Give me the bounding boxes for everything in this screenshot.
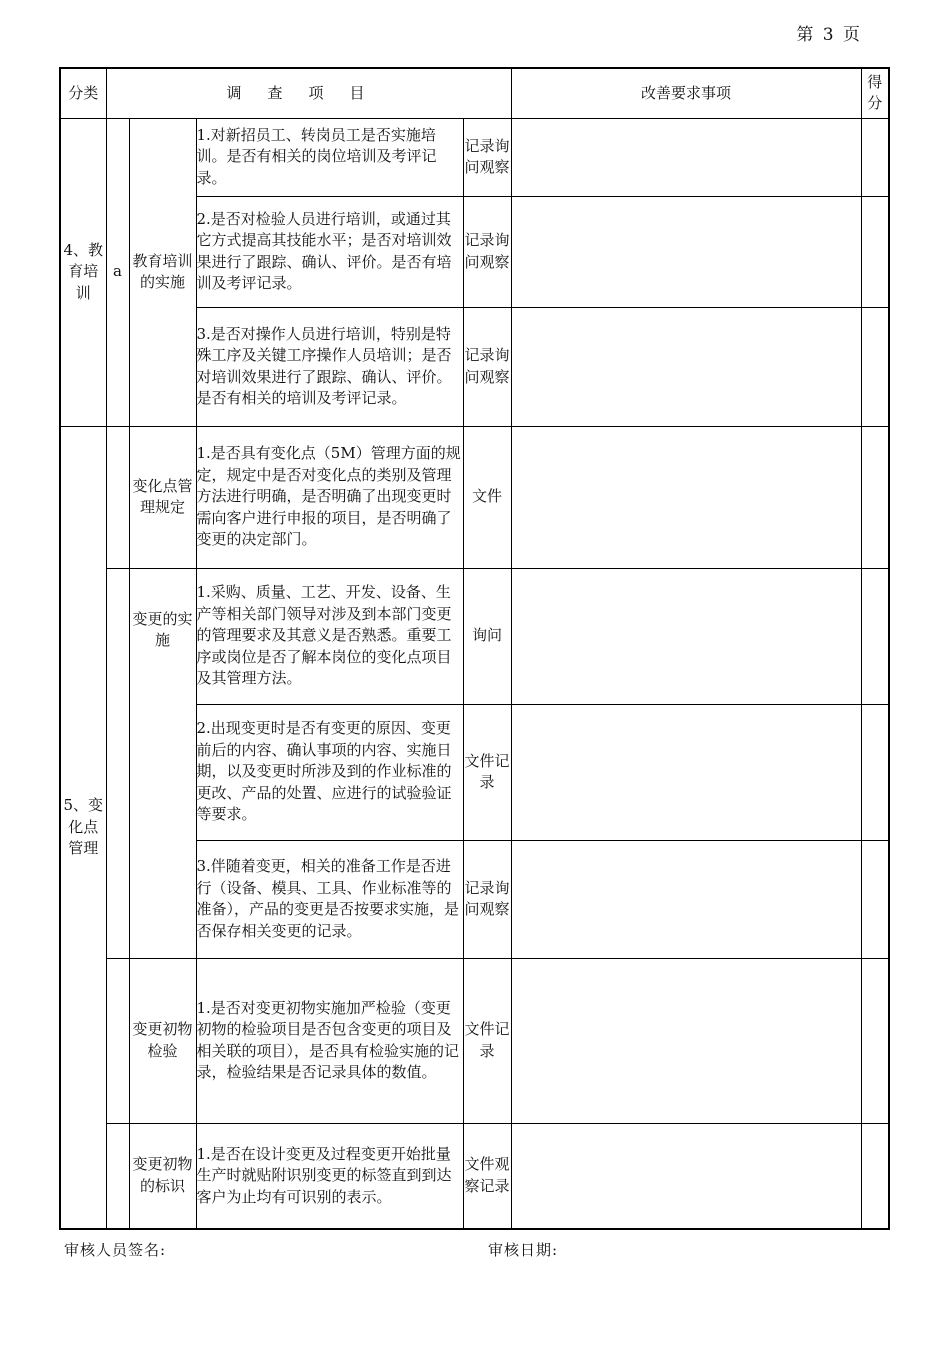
topic-cell: 变更初物检验 [129, 958, 196, 1123]
score-cell[interactable] [861, 196, 889, 307]
score-cell[interactable] [861, 840, 889, 958]
improvement-cell[interactable] [511, 196, 861, 307]
improvement-cell[interactable] [511, 118, 861, 196]
review-date-label: 审核日期: [488, 1241, 559, 1259]
score-cell[interactable] [861, 704, 889, 840]
improvement-cell[interactable] [511, 426, 861, 568]
improvement-cell[interactable] [511, 704, 861, 840]
score-cell[interactable] [861, 958, 889, 1123]
score-cell[interactable] [861, 1123, 889, 1229]
check-method: 文件记录 [463, 958, 511, 1123]
sub-index-cell [106, 426, 129, 568]
check-method: 记录询问观察 [463, 840, 511, 958]
category-cell: 4、教育培训 [60, 118, 106, 426]
item-description: 2.是否对检验人员进行培训，或通过其它方式提高其技能水平；是否对培训效果进行了跟踪、确认、评价。是否有培训及考评记录。 [196, 196, 463, 307]
item-description: 1.是否在设计变更及过程变更开始批量生产时就贴附识别变更的标签直到到达客户为止均有可识别的表示。 [196, 1123, 463, 1229]
check-method: 记录询问观察 [463, 196, 511, 307]
check-method: 文件观察记录 [463, 1123, 511, 1229]
header-survey-item: 调查项目 [106, 68, 511, 118]
audit-checklist-table [59, 67, 890, 1230]
item-description: 2.出现变更时是否有变更的原因、变更前后的内容、确认事项的内容、实施日期，以及变更时所涉及到的作业标准的更改、产品的处置、应进行的试验验证等要求。 [196, 704, 463, 840]
item-description: 1.采购、质量、工艺、开发、设备、生产等相关部门领导对涉及到本部门变更的管理要求及其意义是否熟悉。重要工序或岗位是否了解本岗位的变化点项目及其管理方法。 [196, 568, 463, 704]
header-row [60, 68, 889, 118]
table-row [60, 568, 889, 704]
topic-cell: 变化点管理规定 [129, 426, 196, 568]
score-cell[interactable] [861, 426, 889, 568]
category-cell: 5、变化点管理 [60, 426, 106, 1229]
improvement-cell[interactable] [511, 568, 861, 704]
item-description: 1.是否对变更初物实施加严检验（变更初物的检验项目是否包含变更的项目及相关联的项目），是否具有检验实施的记录，检验结果是否记录具体的数值。 [196, 958, 463, 1123]
topic-cell: 变更初物的标识 [129, 1123, 196, 1229]
improvement-cell[interactable] [511, 958, 861, 1123]
table-row [60, 426, 889, 568]
topic-cell: 变更的实施 [129, 568, 196, 958]
item-description: 3.是否对操作人员进行培训，特别是特殊工序及关键工序操作人员培训；是否对培训效果进行了跟踪、确认、评价。是否有相关的培训及考评记录。 [196, 307, 463, 426]
check-method: 记录询问观察 [463, 307, 511, 426]
improvement-cell[interactable] [511, 1123, 861, 1229]
sub-index-cell [106, 1123, 129, 1229]
score-cell[interactable] [861, 307, 889, 426]
table-row [60, 1123, 889, 1229]
header-score: 得分 [861, 68, 889, 118]
reviewer-signature-label: 审核人员签名: [64, 1241, 167, 1259]
score-cell[interactable] [861, 568, 889, 704]
check-method: 文件 [463, 426, 511, 568]
improvement-cell[interactable] [511, 307, 861, 426]
table-row [60, 958, 889, 1123]
item-description: 1.对新招员工、转岗员工是否实施培训。是否有相关的岗位培训及考评记录。 [196, 118, 463, 196]
header-category: 分类 [60, 68, 106, 118]
improvement-cell[interactable] [511, 840, 861, 958]
score-cell[interactable] [861, 118, 889, 196]
topic-cell: 教育培训的实施 [129, 118, 196, 426]
item-description: 3.伴随着变更，相关的准备工作是否进行（设备、模具、工具、作业标准等的准备），产品的变更是否按要求实施，是否保存相关变更的记录。 [196, 840, 463, 958]
header-improvement: 改善要求事项 [511, 68, 861, 118]
sub-index-cell: a [106, 118, 129, 426]
page-number: 第 3 页 [796, 25, 862, 45]
sub-index-cell [106, 958, 129, 1123]
check-method: 询问 [463, 568, 511, 704]
table-row [60, 118, 889, 196]
check-method: 文件记录 [463, 704, 511, 840]
check-method: 记录询问观察 [463, 118, 511, 196]
item-description: 1.是否具有变化点（5M）管理方面的规定，规定中是否对变化点的类别及管理方法进行明确，是否明确了出现变更时需向客户进行申报的项目，是否明确了变更的决定部门。 [196, 426, 463, 568]
sub-index-cell [106, 568, 129, 958]
